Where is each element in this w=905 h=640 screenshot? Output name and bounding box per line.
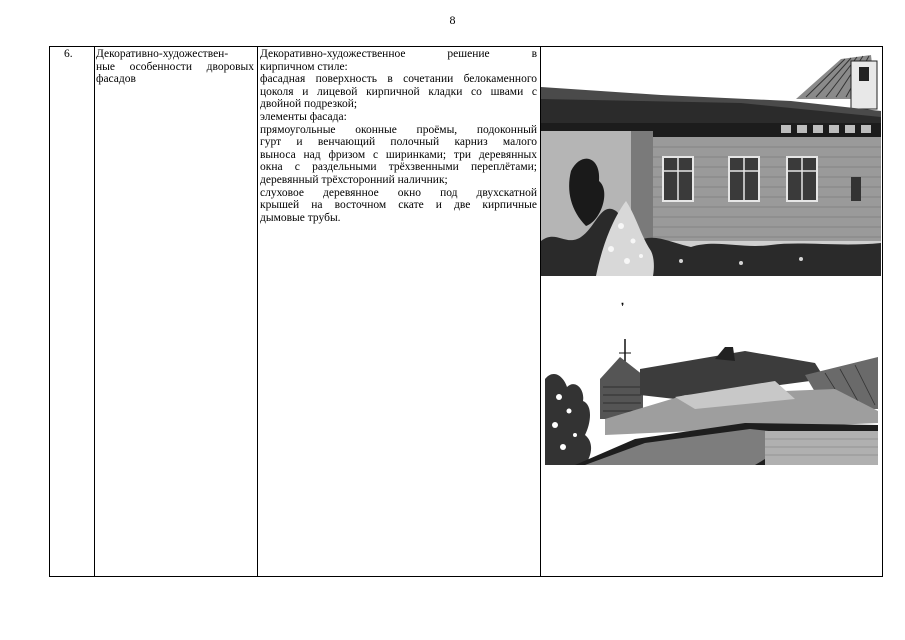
feature-description	[260, 48, 537, 224]
description-line: прямоугольные оконные проёмы, подоконный	[260, 123, 537, 136]
page-number: 8	[449, 13, 456, 27]
description-line: фасадная поверхность в сочетании белокаменного	[260, 73, 537, 86]
scan-mark: ❜	[621, 302, 625, 313]
description-line: двойной подрезкой;	[260, 98, 358, 111]
feature-name-line: Декоративно-художествен-	[96, 48, 229, 60]
window	[663, 157, 693, 201]
feature-name-line: ные особенности дворовых	[96, 60, 254, 73]
description-line: кирпичном стиле:	[260, 60, 348, 73]
monument-features-table	[49, 46, 883, 577]
row-number-cell	[50, 47, 95, 576]
courtyard-facade-photo	[541, 51, 881, 276]
description-line: элементы фасада:	[260, 110, 347, 123]
photo-cell	[541, 47, 882, 576]
description-line: окна с раздельными трёхзвенными переплётами;	[260, 161, 537, 174]
description-line: цоколя и лицевой кирпичной кладки со швами с	[260, 85, 537, 98]
feature-description-cell	[258, 47, 541, 576]
roof-view-photo	[545, 339, 878, 465]
feature-name-cell	[95, 47, 258, 576]
description-line: дымовые трубы.	[260, 211, 341, 224]
row-number: 6.	[64, 48, 73, 60]
feature-name	[96, 48, 254, 86]
description-line: Декоративно-художественное решение в	[260, 48, 537, 60]
description-line: крышей на восточном скате и две кирпичные	[260, 199, 537, 212]
description-line: выноса над фризом с ширинками; три деревянных	[260, 148, 537, 161]
feature-name-line: фасадов	[96, 73, 136, 86]
description-line: деревянный трёхсторонний наличник;	[260, 173, 448, 186]
description-line: гурт и венчающий полочный карниз малого	[260, 136, 537, 149]
description-line: слуховое деревянное окно под двухскатной	[260, 186, 537, 199]
